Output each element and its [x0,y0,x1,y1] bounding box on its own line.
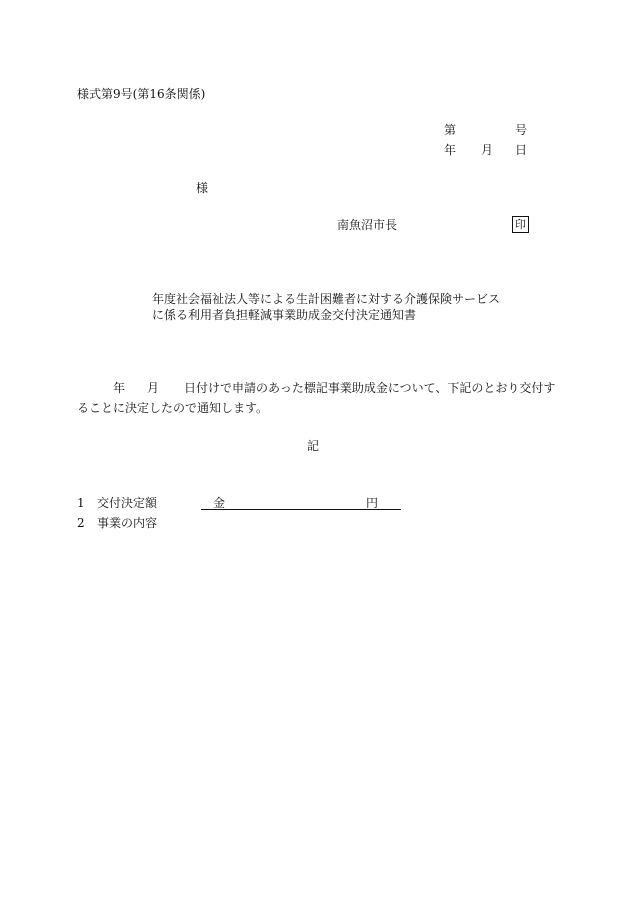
item-1-number: 1 [77,496,85,510]
doc-number-suffix: 号 [515,123,528,137]
body-line-1: 日付けで申請のあった標記事業助成金について、下記のとおり交付す [184,381,556,395]
date-year: 年 [444,143,457,157]
amount-underline [201,509,401,510]
form-number: 様式第9号(第16条関係) [77,87,206,101]
title-line-1: 年度社会福祉法人等による生計困難者に対する介護保険サービス [152,292,501,306]
title-line-2: に係る利用者負担軽減事業助成金交付決定通知書 [152,308,417,322]
date-day: 日 [515,143,528,157]
body-year: 年 [113,381,126,395]
item-2-label: 事業の内容 [97,516,158,530]
body-line-2: ることに決定したので通知します。 [77,401,269,415]
seal-stamp: 印 [512,216,529,233]
date-month: 月 [481,143,494,157]
addressee-honorific: 様 [196,181,209,195]
item-1-label: 交付決定額 [97,496,158,510]
ki-heading: 記 [307,439,320,453]
issuer-name: 南魚沼市長 [337,218,398,232]
item-2-number: 2 [77,516,85,530]
doc-number-prefix: 第 [444,123,457,137]
item-1-amount-prefix: 金 [213,496,226,510]
item-1-amount-suffix: 円 [366,496,379,510]
body-month: 月 [147,381,160,395]
